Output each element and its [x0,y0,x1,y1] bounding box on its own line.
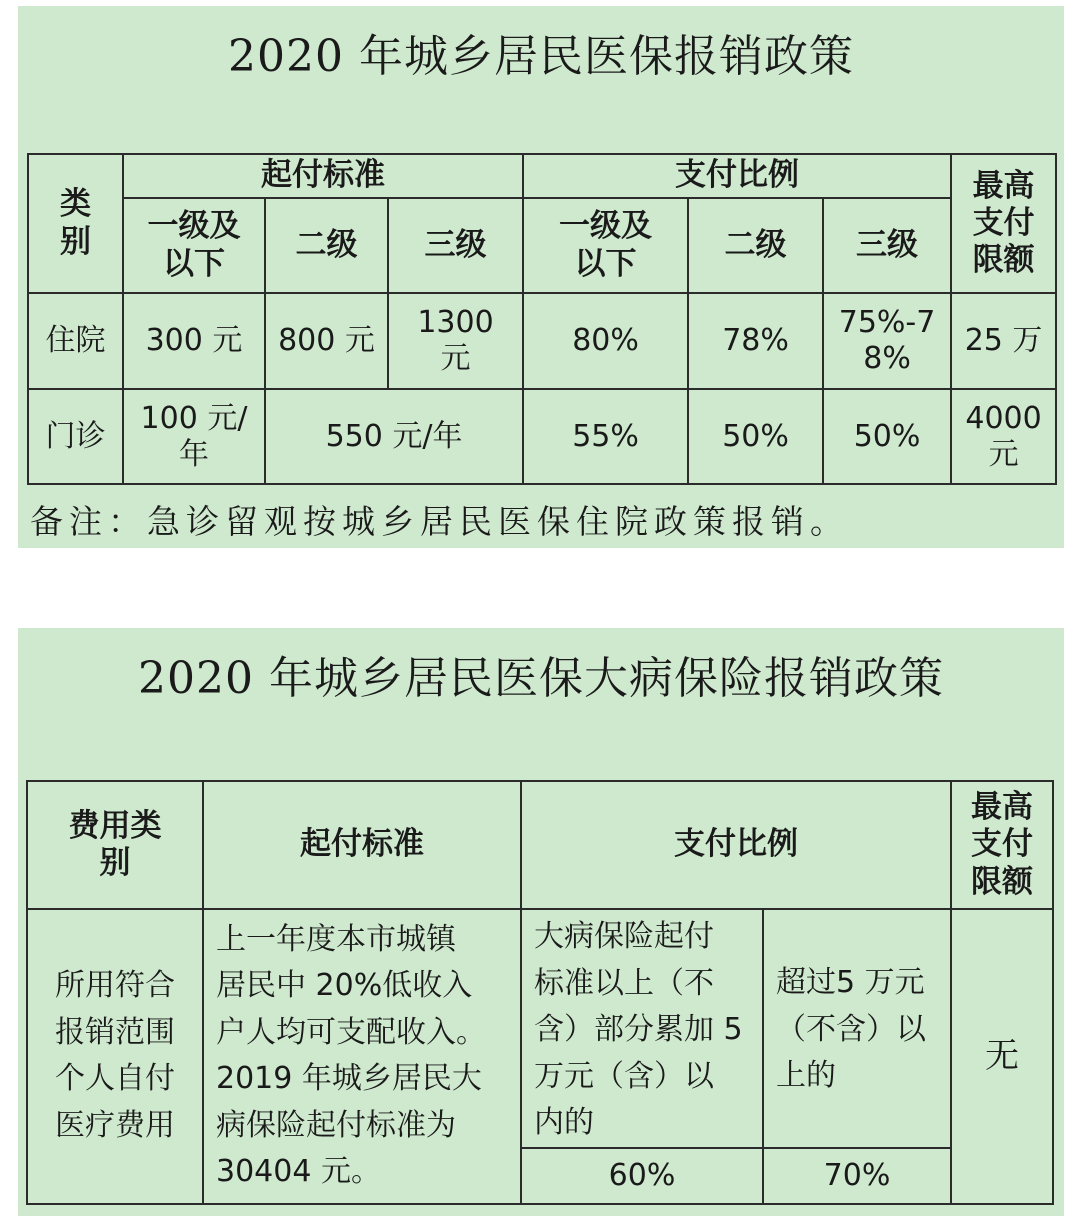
header-start-level1: 一级及 以下 [123,198,265,293]
ratio-value-1: 60% [521,1148,763,1204]
header-pay-ratio: 支付比例 [523,154,951,198]
header-start-standard: 起付标准 [203,781,521,909]
critical-illness-title: 2020 年城乡居民医保大病保险报销政策 [138,653,944,704]
outpatient-ratio-l1: 55% [523,389,688,484]
row-start-standard: 上一年度本市城镇 居民中 20%低收入 户人均可支配收入。 2019 年城乡居民大 病保险起付标准为 30404 元。 [203,909,521,1204]
basic-insurance-note: 备注：急诊留观按城乡居民医保住院政策报销。 [30,502,849,541]
row-category: 所用符合 报销范围 个人自付 医疗费用 [27,909,203,1204]
header-start-level3: 三级 [388,198,523,293]
inpatient-start-l3: 1300 元 [388,293,523,389]
basic-insurance-title: 2020 年城乡居民医保报销政策 [228,31,854,82]
ratio-value-2: 70% [763,1148,951,1204]
row-max: 无 [951,909,1053,1204]
header-max-pay: 最高 支付 限额 [951,154,1056,293]
inpatient-ratio-l3: 75%-7 8% [823,293,951,389]
header-ratio-level3: 三级 [823,198,951,293]
header-start-level2: 二级 [265,198,388,293]
table-row-inpatient [28,293,1056,389]
basic-insurance-table [27,153,1057,485]
critical-illness-table [26,780,1054,1205]
inpatient-start-l2: 800 元 [265,293,388,389]
header-ratio-level1: 一级及 以下 [523,198,688,293]
header-category: 费用类 别 [27,781,203,909]
inpatient-start-l1: 300 元 [123,293,265,389]
inpatient-ratio-l2: 78% [688,293,823,389]
ratio-band-2: 超过5 万元 （不含）以 上的 [763,909,951,1148]
table-row [27,909,1053,1148]
outpatient-ratio-l2: 50% [688,389,823,484]
header-category: 类 别 [28,154,123,293]
inpatient-max: 25 万 [951,293,1056,389]
outpatient-max: 4000 元 [951,389,1056,484]
header-max-pay: 最高 支付 限额 [951,781,1053,909]
outpatient-ratio-l3: 50% [823,389,951,484]
critical-illness-panel [18,628,1064,1216]
header-start-standard: 起付标准 [123,154,523,198]
outpatient-start-l23: 550 元/年 [265,389,523,484]
header-ratio-level2: 二级 [688,198,823,293]
ratio-band-1: 大病保险起付 标准以上（不 含）部分累加 5 万元（含）以 内的 [521,909,763,1148]
table-row-outpatient [28,389,1056,484]
inpatient-ratio-l1: 80% [523,293,688,389]
row-label-inpatient: 住院 [28,293,123,389]
header-pay-ratio: 支付比例 [521,781,951,909]
basic-insurance-panel [18,6,1064,548]
outpatient-start-l1: 100 元/ 年 [123,389,265,484]
row-label-outpatient: 门诊 [28,389,123,484]
